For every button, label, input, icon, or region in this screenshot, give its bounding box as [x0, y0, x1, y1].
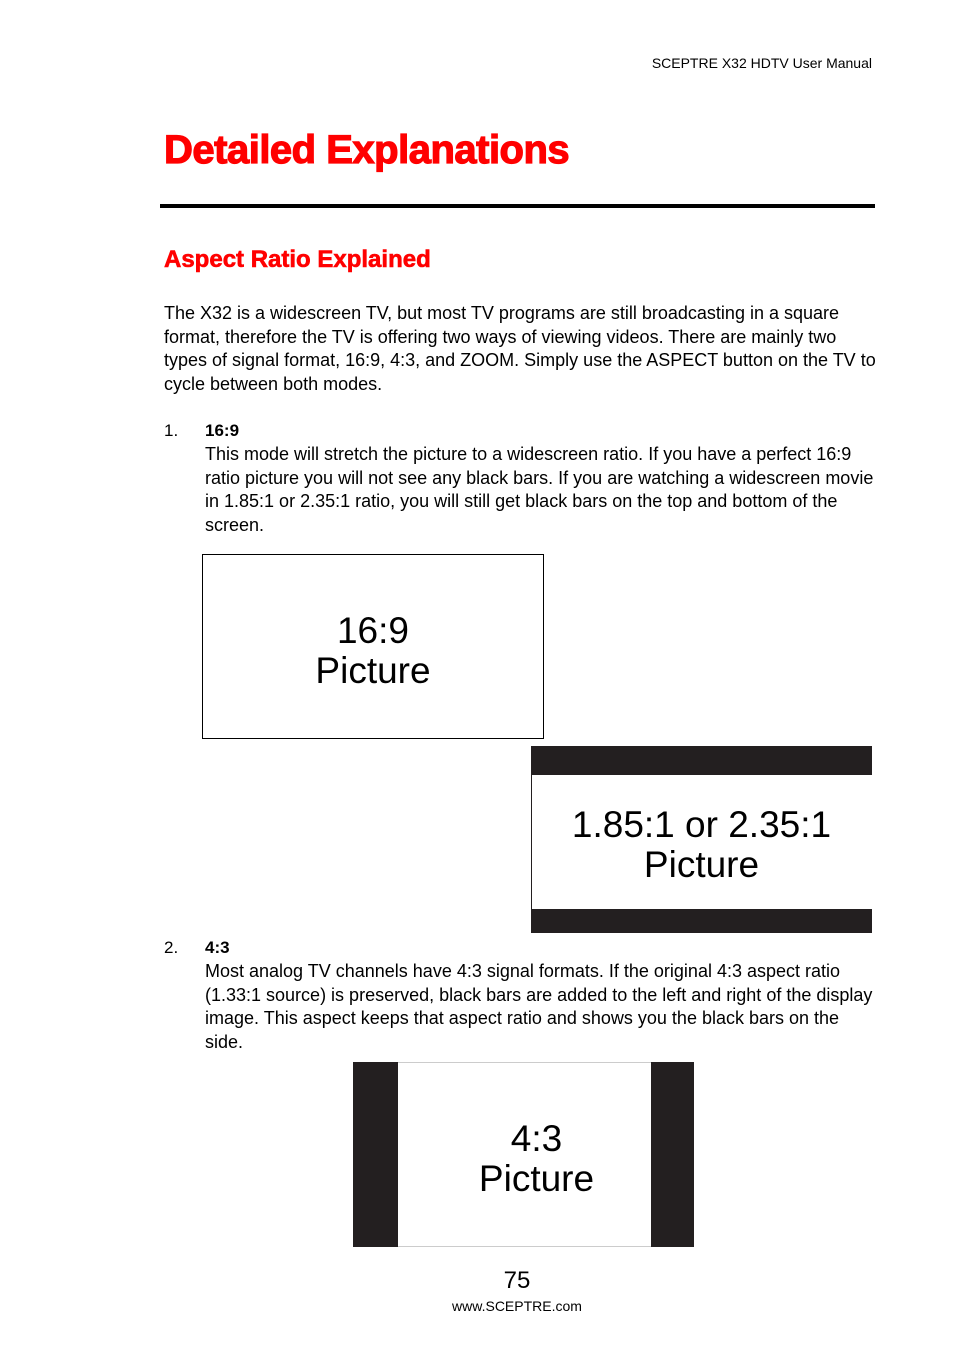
- pillarbox-label-picture: Picture: [478, 1158, 595, 1199]
- widescreen-figure: [202, 554, 544, 739]
- intro-paragraph: The X32 is a widescreen TV, but most TV programs are still broadcasting in a square format, therefore the TV is offering two ways of viewing videos. There are mainly two types of signal format, 16:9, 4:3, and ZOOM. Simply use the ASPECT button on the TV to cycle between both modes.: [164, 303, 876, 394]
- widescreen-label-picture: Picture: [315, 650, 431, 691]
- pillarbox-bottom-edge: [398, 1246, 651, 1247]
- pillarbox-right-bar: [651, 1062, 694, 1247]
- letterbox-label-ratio: 1.85:1 or 2.35:1: [571, 804, 832, 845]
- pillarbox-figure: [353, 1062, 694, 1247]
- item-1-text: This mode will stretch the picture to a widescreen ratio. If you have a perfect 16:9 ratio picture you will not see any black bars. If you are watching a widescreen movie in 1.85:1 or 2.35:1 ratio, you will still get black bars on the top and bottom of the screen.: [205, 444, 874, 535]
- item-2-number: 2.: [164, 938, 179, 957]
- item-2-heading: 4:3: [205, 938, 230, 957]
- letterbox-figure: [531, 746, 872, 933]
- item-1-number: 1.: [164, 421, 179, 440]
- item-1-heading: 16:9: [205, 421, 240, 440]
- pillarbox-top-edge: [398, 1062, 651, 1063]
- letterbox-top-bar: [531, 746, 872, 775]
- pillarbox-label-ratio: 4:3: [510, 1118, 563, 1159]
- page-title: Detailed Explanations: [164, 128, 570, 172]
- manual-header: SCEPTRE X32 HDTV User Manual: [651, 55, 872, 71]
- letterbox-bottom-bar: [531, 909, 872, 933]
- widescreen-label-ratio: 16:9: [336, 610, 409, 651]
- footer-website: www.SCEPTRE.com: [452, 1298, 582, 1314]
- section-title: Aspect Ratio Explained: [164, 246, 431, 273]
- page-number: 75: [503, 1267, 531, 1294]
- letterbox-label-picture: Picture: [643, 844, 760, 885]
- item-2-text: Most analog TV channels have 4:3 signal formats. If the original 4:3 aspect ratio (1.33:1 source) is preserved, black bars are added to the left and right of the display image. This aspect keeps that aspect ratio and shows you the black bars on the side.: [205, 961, 873, 1052]
- title-divider: [160, 204, 875, 208]
